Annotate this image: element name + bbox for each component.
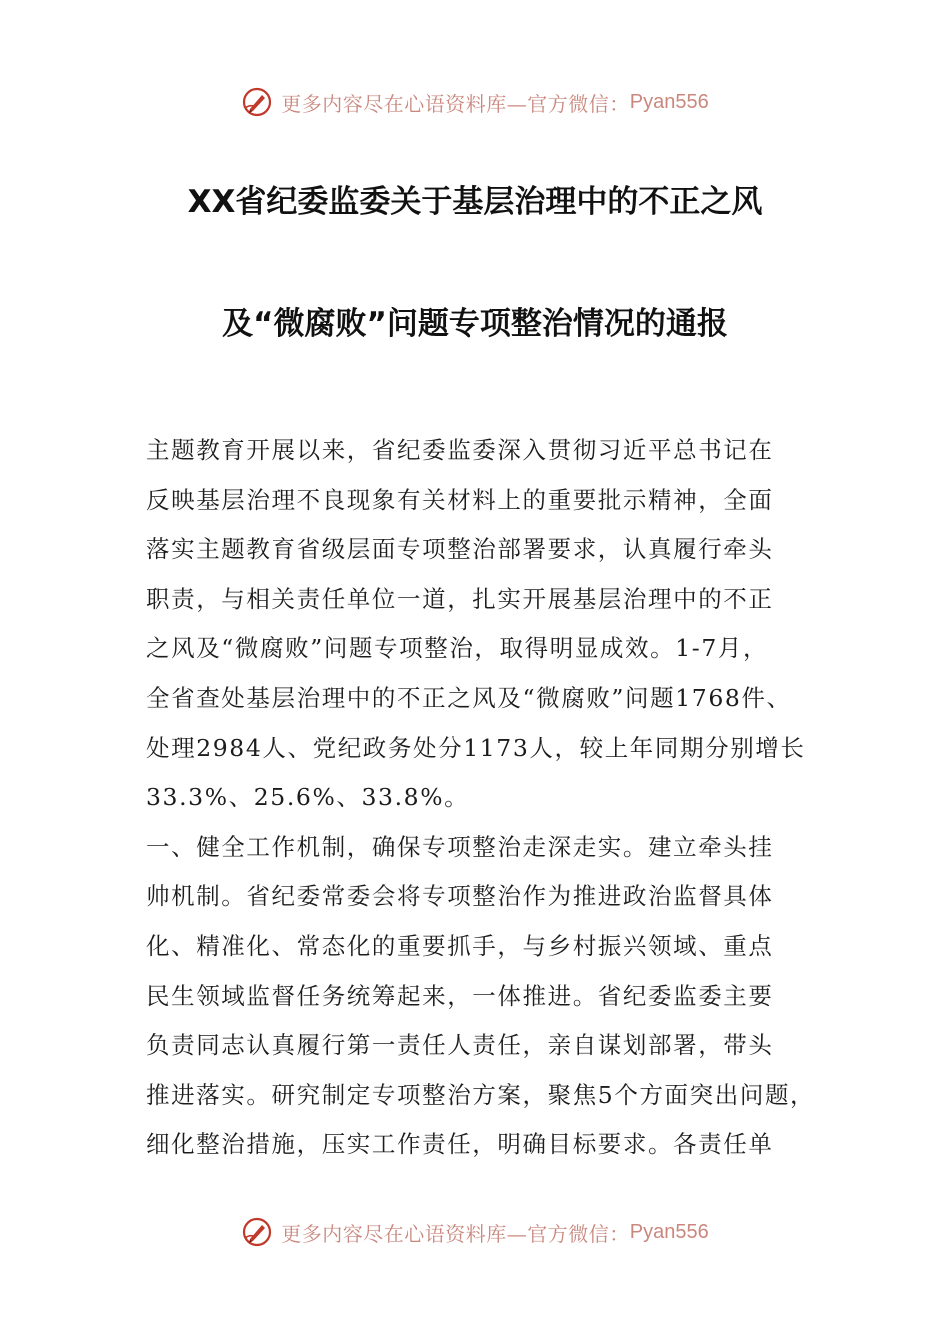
watermark-text: 更多内容尽在心语资料库—官方微信： [281,91,630,116]
body-line: 帅机制。省纪委常委会将专项整治作为推进政治监督具体 [146,882,774,911]
body-line: 落实主题教育省级层面专项整治部署要求，认真履行牵头 [146,535,774,564]
body-line: 主题教育开展以来，省纪委监委深入贯彻习近平总书记在 [146,436,774,464]
body-line: 一、健全工作机制，确保专项整治走深走实。建立牵头挂 [146,832,774,861]
body-line: 细化整治措施，压实工作责任，明确目标要求。各责任单 [146,1130,774,1159]
watermark-id: Pyan556 [629,1220,709,1243]
body-line: 处理2984人、党纪政务处分1173人，较上年同期分别增长 [146,733,806,762]
body-line: 推进落实。研究制定专项整治方案，聚焦5个方面突出问题， [146,1080,816,1109]
body-line: 反映基层治理不良现象有关材料上的重要批示精神，全面 [146,485,774,514]
body-line: 33.3%、25.6%、33.8%。 [146,783,470,812]
document-title-line-1: XX省纪委监委关于基层治理中的不正之风 [187,184,763,220]
pen-logo-icon [241,1216,273,1248]
body-line: 职责，与相关责任单位一道，扎实开展基层治理中的不正 [146,584,774,613]
watermark-text: 更多内容尽在心语资料库—官方微信： [281,1221,630,1246]
body-line: 全省查处基层治理中的不正之风及“微腐败”问题1768件、 [146,683,792,712]
pen-logo-icon [241,86,273,118]
body-line: 之风及“微腐败”问题专项整治，取得明显成效。1-7月， [146,634,769,663]
watermark-banner-top [0,82,950,122]
document-body [146,430,816,1174]
body-line: 化、精准化、常态化的重要抓手，与乡村振兴领域、重点 [146,931,774,960]
body-line: 负责同志认真履行第一责任人责任，亲自谋划部署，带头 [146,1031,774,1060]
watermark-banner-bottom [0,1212,950,1252]
watermark-id: Pyan556 [629,90,709,113]
document-title-line-2: 及“微腐败”问题专项整治情况的通报 [222,306,728,342]
body-line: 民生领域监督任务统筹起来，一体推进。省纪委监委主要 [146,981,774,1010]
